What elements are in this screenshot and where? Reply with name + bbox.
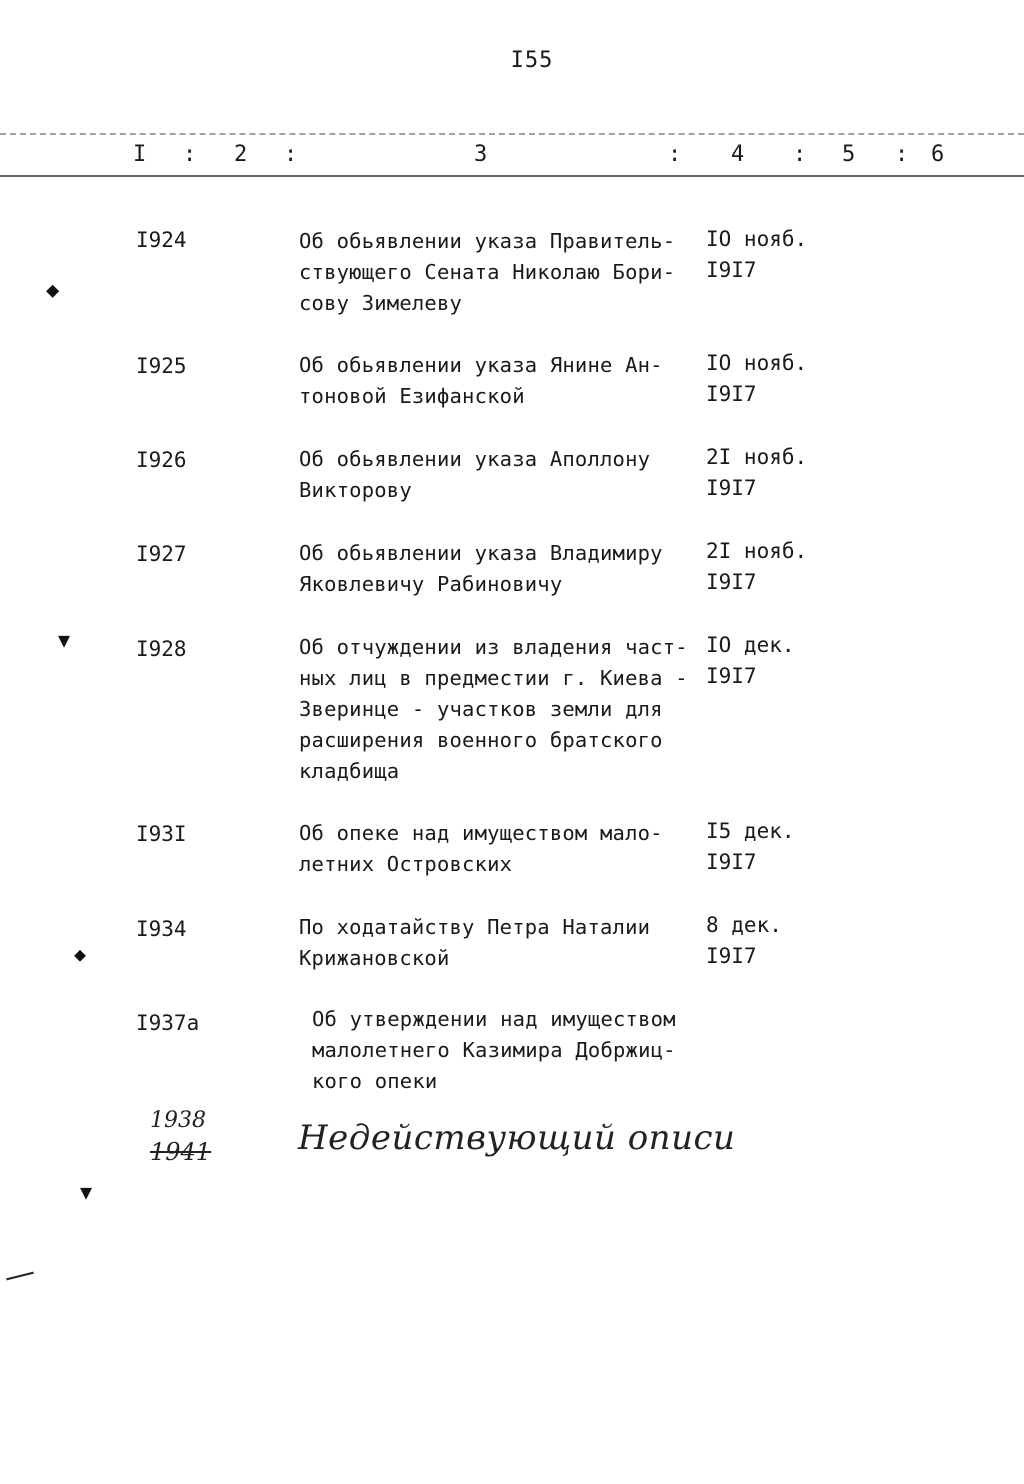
entry-date-year: I9I7 bbox=[706, 382, 757, 406]
entry-line: Об обьявлении указа Правитель- bbox=[299, 229, 676, 253]
entry-line: Крижановской bbox=[299, 946, 450, 970]
column-header-5: 5 bbox=[842, 142, 856, 167]
entry-number: I928 bbox=[136, 637, 187, 661]
entry-number: I927 bbox=[136, 542, 187, 566]
entry-date bbox=[706, 348, 807, 410]
entry-number: I937а bbox=[136, 1011, 200, 1035]
column-header-3: 3 bbox=[474, 142, 488, 167]
entry-line: По ходатайству Петра Наталии bbox=[299, 915, 651, 939]
margin-stroke bbox=[6, 1272, 34, 1281]
binder-hole-mark: ◆ bbox=[74, 942, 87, 966]
entry-date-day: IO дек. bbox=[706, 633, 795, 657]
handwritten-range-top: 1938 bbox=[150, 1108, 206, 1133]
column-separator: : bbox=[895, 142, 909, 167]
entry-description bbox=[312, 1004, 712, 1097]
entry-line: Об обьявлении указа Владимиру bbox=[299, 541, 663, 565]
column-header-1: I bbox=[133, 142, 147, 167]
entry-description bbox=[299, 538, 699, 600]
entry-date-day: 2I нояб. bbox=[706, 539, 808, 563]
entry-line: малолетнего Казимира Добржиц- bbox=[312, 1038, 676, 1062]
entry-date bbox=[706, 224, 807, 286]
column-separator: : bbox=[284, 142, 298, 167]
entry-date bbox=[706, 816, 795, 878]
entry-number: I926 bbox=[136, 448, 187, 472]
handwritten-note: Недействующий описи bbox=[298, 1118, 736, 1158]
entry-line: Об утверждении над имуществом bbox=[312, 1007, 676, 1031]
entry-description bbox=[299, 632, 699, 787]
entry-line: сову Зимелеву bbox=[299, 291, 463, 315]
handwritten-range-bottom: 1941 bbox=[150, 1138, 212, 1166]
entry-date-day: IO нояб. bbox=[706, 351, 808, 375]
entry-line: Об обьявлении указа Янине Ан- bbox=[299, 353, 663, 377]
header-rule-top bbox=[0, 133, 1024, 135]
column-separator: : bbox=[668, 142, 682, 167]
entry-line: Об опеке над имуществом мало- bbox=[299, 821, 663, 845]
entry-line: расширения военного братского bbox=[299, 728, 663, 752]
entry-description bbox=[299, 350, 699, 412]
column-separator: : bbox=[793, 142, 807, 167]
entry-line: кладбища bbox=[299, 759, 400, 783]
entry-line: Об отчуждении из владения част- bbox=[299, 635, 688, 659]
entry-date-day: I5 дек. bbox=[706, 819, 795, 843]
binder-hole-mark: ▼ bbox=[58, 628, 71, 652]
entry-date-year: I9I7 bbox=[706, 570, 757, 594]
entry-date-day: 2I нояб. bbox=[706, 445, 808, 469]
entry-date-year: I9I7 bbox=[706, 944, 757, 968]
entry-date bbox=[706, 910, 782, 972]
entry-line: ных лиц в предместии г. Киева - bbox=[299, 666, 688, 690]
entry-number: I924 bbox=[136, 228, 187, 252]
entry-date-year: I9I7 bbox=[706, 258, 757, 282]
entry-line: Яковлевичу Рабиновичу bbox=[299, 572, 563, 596]
entry-date bbox=[706, 630, 795, 692]
entry-date-year: I9I7 bbox=[706, 476, 757, 500]
entry-number: I925 bbox=[136, 354, 187, 378]
entry-date-year: I9I7 bbox=[706, 850, 757, 874]
entry-number: I93I bbox=[136, 822, 187, 846]
entry-line: летних Островских bbox=[299, 852, 513, 876]
entry-date bbox=[706, 442, 807, 504]
entry-line: тоновой Езифанской bbox=[299, 384, 525, 408]
entry-date-year: I9I7 bbox=[706, 664, 757, 688]
entry-number: I934 bbox=[136, 917, 187, 941]
binder-hole-mark: ◆ bbox=[46, 278, 60, 303]
column-header-2: 2 bbox=[234, 142, 248, 167]
entry-description bbox=[299, 818, 699, 880]
column-separator: : bbox=[183, 142, 197, 167]
binder-hole-mark: ▼ bbox=[80, 1180, 93, 1204]
entry-description bbox=[299, 912, 699, 974]
entry-description bbox=[299, 444, 699, 506]
entry-line: Зверинце - участков земли для bbox=[299, 697, 663, 721]
column-header-4: 4 bbox=[731, 142, 745, 167]
entry-date-day: 8 дек. bbox=[706, 913, 782, 937]
entry-description bbox=[299, 226, 699, 319]
entry-line: кого опеки bbox=[312, 1069, 438, 1093]
entry-date-day: IO нояб. bbox=[706, 227, 808, 251]
header-rule-bottom bbox=[0, 175, 1024, 177]
page-number: I55 bbox=[510, 48, 554, 73]
entry-date bbox=[706, 536, 807, 598]
entry-line: ствующего Сената Николаю Бори- bbox=[299, 260, 676, 284]
entry-line: Викторову bbox=[299, 478, 412, 502]
entry-line: Об обьявлении указа Аполлону bbox=[299, 447, 651, 471]
column-header-6: 6 bbox=[931, 142, 945, 167]
